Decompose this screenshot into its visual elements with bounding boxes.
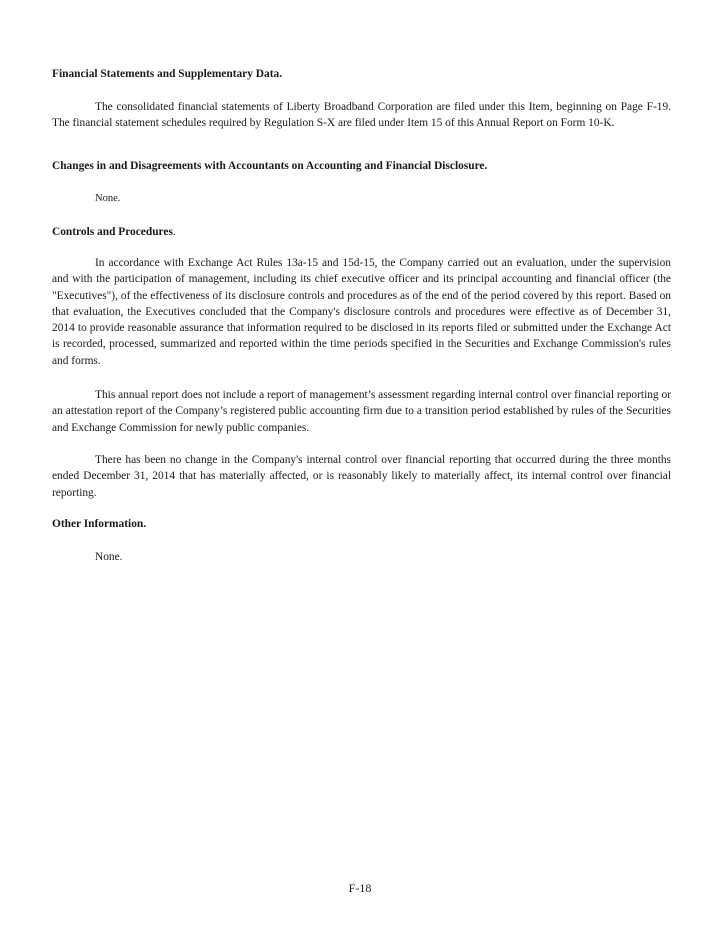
heading-other-information: Other Information. [52, 518, 147, 530]
heading-changes-disagreements: Changes in and Disagreements with Accountants on Accounting and Financial Disclosure. [52, 160, 488, 172]
heading-controls-procedures-text: Controls and Procedures [52, 226, 173, 238]
paragraph-controls-evaluation [52, 255, 671, 369]
heading-controls-procedures-period: . [172, 226, 176, 238]
paragraph-management-assessment-text: This annual report does not include a report of management’s assessment regarding internal control over financial reporting or an attestation report of the Company’s registered public accounting firm due to a transition period established by rules of the Securities and Exchange Commission for newly public companies. [52, 389, 671, 434]
paragraph-management-assessment [52, 387, 671, 436]
paragraph-internal-control-change [52, 452, 671, 501]
heading-financial-statements: Financial Statements and Supplementary Data. [52, 68, 283, 80]
changes-disagreements-none: None. [95, 193, 121, 204]
paragraph-financial-statements-text: The consolidated financial statements of Liberty Broadband Corporation are filed under this Item, beginning on Page F-19. The financial statement schedules required by Regulation S-X are filed under Item 15 of this Annual Report on Form 10-K. [52, 101, 671, 130]
paragraph-internal-control-change-text: There has been no change in the Company's internal control over financial reporting that occurred during the three months ended December 31, 2014 that has materially affected, or is reasonably likely to materially affect, its internal control over financial reporting. [52, 454, 671, 499]
document-page [52, 0, 672, 937]
heading-controls-procedures [52, 224, 176, 240]
page-number: F-18 [348, 881, 372, 895]
other-information-none: None. [95, 551, 123, 563]
paragraph-controls-evaluation-text: In accordance with Exchange Act Rules 13a-15 and 15d-15, the Company carried out an evaluation, under the supervision and with the participation of management, including its chief executive officer and its principal accounting and financial officer (the "Executives"), of the effectiveness of its disclosure controls and procedures as of the end of the period covered by this report. Based on that evaluation, the Executives concluded that the Company's disclosure controls and procedures were effective as of December 31, 2014 to provide reasonable assurance that information required to be disclosed in its reports filed or submitted under the Exchange Act is recorded, processed, summarized and reported within the time periods specified in the Securities and Exchange Commission's rules and forms. [52, 257, 671, 367]
paragraph-financial-statements [52, 99, 671, 132]
